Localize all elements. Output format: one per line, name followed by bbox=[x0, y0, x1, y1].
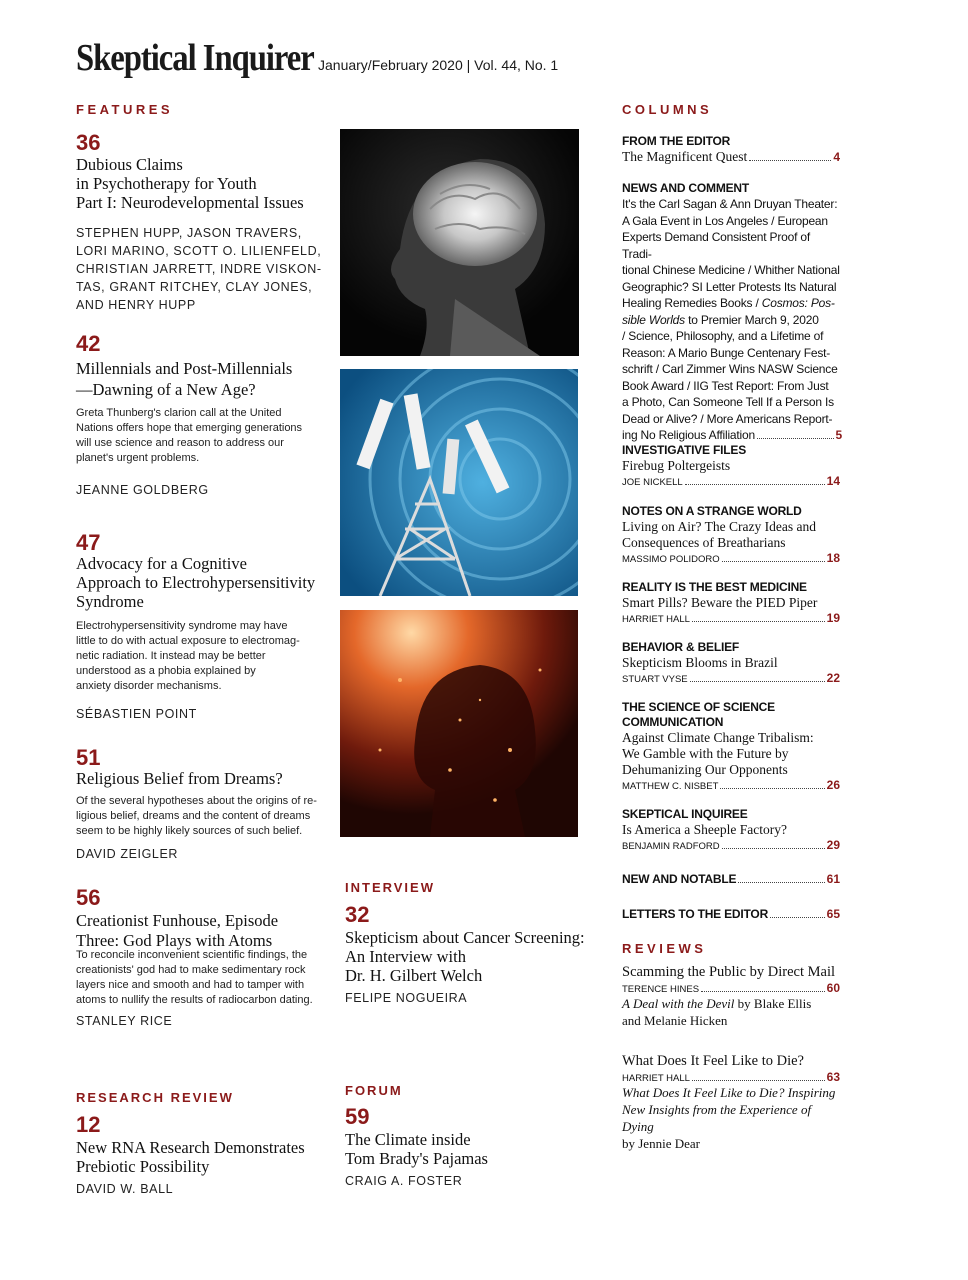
cell-tower-image bbox=[340, 369, 578, 596]
feature-authors: STEPHEN HUPP, JASON TRAVERS, LORI MARINO, SCOTT O. LILIENFELD, CHRISTIAN JARRETT, INDRE VISKON- TAS, GRANT RITCHEY, CLAY JONES, AND HENRY HUPP bbox=[76, 226, 322, 312]
columns-heading: COLUMNS bbox=[622, 102, 713, 117]
review-item[interactable]: What Does It Feel Like to Die? HARRIET HALL 63 What Does It Feel Like to Die? Inspiring New Insights from the Experience of Dying by Jennie Dear bbox=[622, 1053, 840, 1151]
feature-description: Electrohypersensitivity syndrome may have little to do with actual exposure to electromag- netic radiation. It instead may be better understood as a phobia explained by anxiety disorder mechanisms. bbox=[76, 620, 300, 692]
column-news-and-comment[interactable] bbox=[622, 181, 842, 444]
feature-page-number: 47 bbox=[76, 530, 101, 555]
research-review-heading: RESEARCH REVIEW bbox=[76, 1090, 234, 1105]
column-skeptical-inquiree[interactable]: SKEPTICAL INQUIREE Is America a Sheeple Factory? BENJAMIN RADFORD 29 bbox=[622, 807, 840, 852]
forum-title[interactable]: The Climate inside Tom Brady's Pajamas bbox=[345, 1130, 488, 1168]
feature-title[interactable]: Millennials and Post-Millennials —Dawning of a New Age? bbox=[76, 359, 293, 399]
column-title: The Magnificent Quest bbox=[622, 149, 748, 164]
review-item[interactable]: Scamming the Public by Direct Mail TERENCE HINES 60 A Deal with the Devil by Blake Ellis and Melanie Hicken bbox=[622, 964, 840, 1028]
feature-author: DAVID ZEIGLER bbox=[76, 847, 179, 861]
interview-heading: INTERVIEW bbox=[345, 880, 435, 895]
column-notes-strange-world[interactable]: NOTES ON A STRANGE WORLD Living on Air? The Crazy Ideas and Consequences of Breatharians MASSIMO POLIDORO 18 bbox=[622, 504, 840, 565]
research-review-page-number: 12 bbox=[76, 1112, 101, 1137]
feature-author: JEANNE GOLDBERG bbox=[76, 483, 209, 497]
magazine-title: Skeptical Inquirer bbox=[76, 37, 314, 79]
forum-heading: FORUM bbox=[345, 1083, 403, 1098]
feature-title[interactable]: Creationist Funhouse, Episode Three: God Plays with Atoms bbox=[76, 911, 279, 950]
feature-author: STANLEY RICE bbox=[76, 1014, 173, 1028]
forum-page-number: 59 bbox=[345, 1104, 370, 1129]
feature-description: To reconcile inconvenient scientific findings, the creationists' god had to make sedimentary rock layers nice and smooth and had to tamper with atoms to nullify the results of radiocarbon dating. bbox=[76, 949, 313, 1006]
column-behavior-belief[interactable]: BEHAVIOR & BELIEF Skepticism Blooms in Brazil STUART VYSE 22 bbox=[622, 640, 840, 685]
feature-page-number: 56 bbox=[76, 885, 101, 910]
column-letters-to-editor[interactable]: LETTERS TO THE EDITOR 65 bbox=[622, 907, 840, 921]
column-reality-best-medicine[interactable]: REALITY IS THE BEST MEDICINE Smart Pills? Beware the PIED Piper HARRIET HALL 19 bbox=[622, 580, 840, 625]
feature-page-number: 42 bbox=[76, 331, 101, 356]
interview-author: FELIPE NOGUEIRA bbox=[345, 991, 468, 1005]
column-science-communication[interactable]: THE SCIENCE OF SCIENCE COMMUNICATION Against Climate Change Tribalism: We Gamble with the Future by Dehumanizing Our Opponents MATTHEW C. NISBET 26 bbox=[622, 700, 840, 792]
fiery-figure-image bbox=[340, 610, 578, 837]
feature-description: Of the several hypotheses about the origins of re- ligious belief, dreams and the content of dreams seem to be highly likely sources of such belief. bbox=[76, 795, 317, 837]
interview-page-number: 32 bbox=[345, 902, 370, 927]
feature-page-number: 51 bbox=[76, 745, 101, 770]
column-head: NEWS AND COMMENT bbox=[622, 181, 750, 195]
research-review-title[interactable]: New RNA Research Demonstrates Prebiotic Possibility bbox=[76, 1138, 305, 1176]
research-review-author: DAVID W. BALL bbox=[76, 1182, 174, 1196]
feature-title[interactable]: Advocacy for a Cognitive Approach to Electrohypersensitivity Syndrome bbox=[76, 554, 316, 611]
brain-illustration-image bbox=[340, 129, 579, 356]
feature-description: Greta Thunberg's clarion call at the United Nations offers hope that emerging generations will use science and reason to address our planet's urgent problems. bbox=[76, 407, 303, 464]
column-new-and-notable[interactable]: NEW AND NOTABLE 61 bbox=[622, 872, 840, 886]
page-ref: 5 bbox=[835, 428, 842, 442]
column-from-editor[interactable] bbox=[622, 134, 840, 165]
page-ref: 4 bbox=[833, 150, 840, 164]
issue-info: January/February 2020 | Vol. 44, No. 1 bbox=[318, 57, 559, 73]
forum-author: CRAIG A. FOSTER bbox=[345, 1174, 463, 1188]
feature-author: SÉBASTIEN POINT bbox=[76, 707, 197, 721]
column-head: FROM THE EDITOR bbox=[622, 134, 731, 148]
interview-title[interactable]: Skepticism about Cancer Screening: An Interview with Dr. H. Gilbert Welch bbox=[345, 928, 585, 985]
column-investigative-files[interactable]: INVESTIGATIVE FILES Firebug Poltergeists JOE NICKELL 14 bbox=[622, 443, 840, 488]
features-heading: FEATURES bbox=[76, 102, 174, 117]
feature-title[interactable]: Religious Belief from Dreams? bbox=[76, 769, 283, 788]
reviews-heading: REVIEWS bbox=[622, 941, 707, 956]
feature-page-number: 36 bbox=[76, 130, 101, 155]
feature-title[interactable]: Dubious Claims in Psychotherapy for Youth Part I: Neurodevelopmental Issues bbox=[76, 155, 304, 212]
news-body: It's the Carl Sagan & Ann Druyan Theater: A Gala Event in Los Angeles / European Experts Demand Consistent Proof of Tradi- tional Chinese Medicine / Whither National Geographic? SI Letter Protests Its Natural Healing Remedies Books / Cosmos: Pos- sible Worlds to Premier March 9, 2020 / Science, Philosophy, and a Lifetime of Reason: A Mario Bunge Centenary Fest- schrift / Carl Zimmer Wins NASW Science Book Award / IIG Test Report: From Just a Photo, Can Someone Tell If a Person Is Dead or Alive? / More Americans Report- ing No Religious Affiliation 5 bbox=[622, 197, 842, 442]
